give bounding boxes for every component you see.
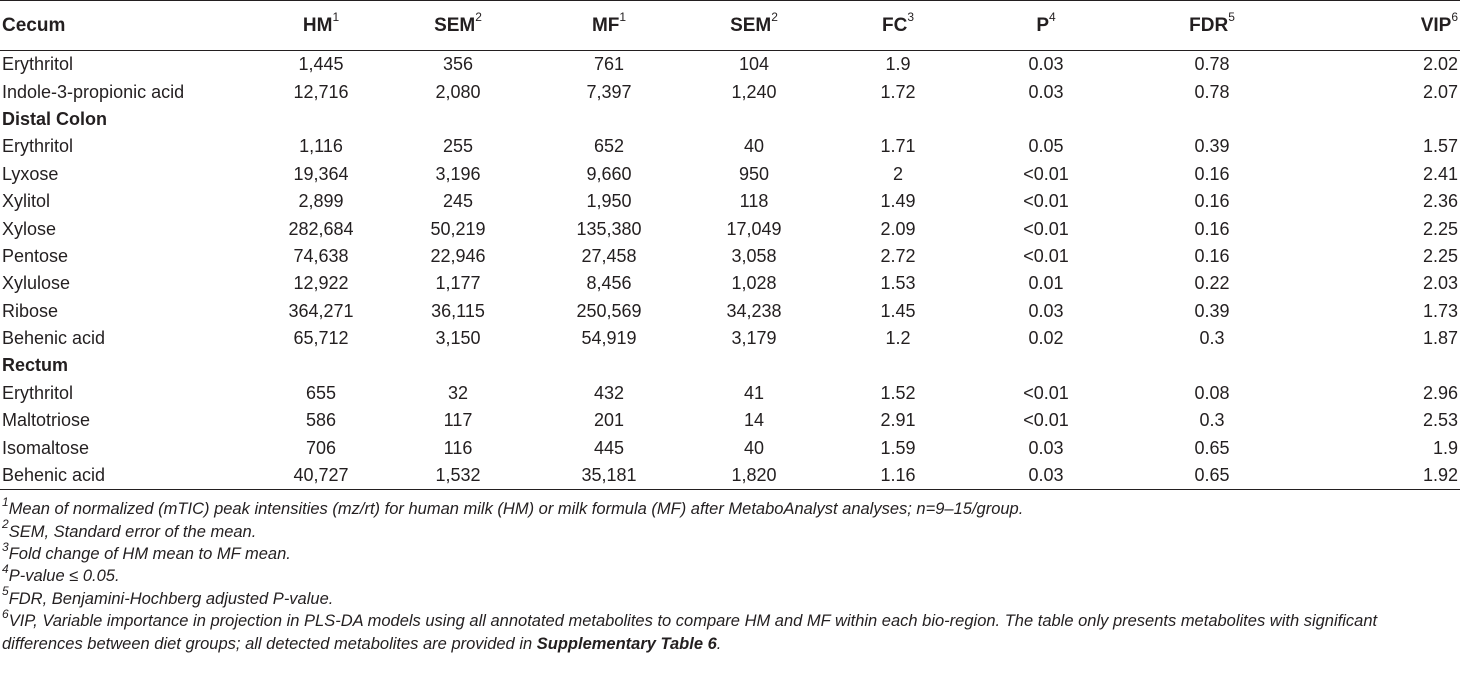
header-footnote-mark: 5 <box>1228 10 1235 25</box>
footnote-text: Mean of normalized (mTIC) peak intensities (mz/rt) for human milk (HM) or milk formula (MF) after MetaboAnalyst analyses; n=9–15/group. <box>8 500 1024 519</box>
cell-mf: 250,569 <box>576 300 642 321</box>
cell-fdr: 0.3 <box>1199 410 1225 431</box>
footnotes <box>0 490 1460 655</box>
section-title: Distal Colon <box>2 108 108 129</box>
cell-hm: 2,899 <box>298 191 344 212</box>
cell-hm: 40,727 <box>260 462 382 490</box>
footnote <box>2 494 1458 520</box>
cell-region: Behenic acid <box>2 328 106 349</box>
table-row <box>0 462 1460 490</box>
footnote <box>2 539 1458 565</box>
cell-region: Behenic acid <box>0 462 260 490</box>
header-footnote-mark: 4 <box>1049 10 1056 25</box>
cell-fc: 2 <box>892 163 903 184</box>
cell-p: 0.03 <box>972 462 1120 490</box>
cell-fdr: 0.39 <box>1194 136 1230 157</box>
header-vip <box>1304 1 1460 51</box>
cell-mf: 8,456 <box>586 273 632 294</box>
cell-hm: 282,684 <box>288 218 354 239</box>
cell-p: 0.03 <box>1028 300 1064 321</box>
cell-p: <0.01 <box>1023 163 1069 184</box>
cell-mf: 652 <box>593 136 625 157</box>
header-label: HM <box>302 14 333 36</box>
cell-p: 0.03 <box>1028 81 1064 102</box>
section-title: Rectum <box>2 355 69 376</box>
cell-p: <0.01 <box>1023 245 1069 266</box>
supplementary-table-reference: Supplementary Table 6 <box>536 634 717 653</box>
table-row <box>0 78 1460 105</box>
cell-mf: 7,397 <box>586 81 632 102</box>
cell-fdr: 0.78 <box>1194 81 1230 102</box>
cell-sem-hm: 117 <box>443 410 473 431</box>
header-label: FC <box>881 14 908 36</box>
header-sem-mf <box>684 1 824 51</box>
cell-region: Indole-3-propionic acid <box>2 81 185 102</box>
cell-vip: 1.9 <box>1432 437 1458 458</box>
cell-region: Maltotriose <box>2 410 91 431</box>
cell-sem-hm: 245 <box>442 191 474 212</box>
footnote-mark: 1 <box>2 494 9 509</box>
footnote <box>2 584 1458 610</box>
cell-region: Lyxose <box>2 163 59 184</box>
cell-fdr: 0.3 <box>1199 328 1225 349</box>
cell-fc: 1.9 <box>885 54 911 75</box>
header-label: MF <box>591 14 620 36</box>
cell-region: Xylitol <box>2 191 51 212</box>
cell-region: Erythritol <box>2 54 74 75</box>
footnote-mark: 2 <box>2 517 9 532</box>
cell-fdr: 0.39 <box>1194 300 1230 321</box>
cell-region: Ribose <box>2 300 59 321</box>
cell-p: 0.03 <box>1028 54 1064 75</box>
cell-hm: 74,638 <box>293 245 349 266</box>
cell-vip: 2.02 <box>1422 54 1458 75</box>
footnote <box>2 517 1458 543</box>
cell-vip: 2.36 <box>1422 191 1458 212</box>
cell-vip: 1.92 <box>1304 462 1460 490</box>
cell-region: Xylulose <box>2 273 71 294</box>
footnote <box>2 606 1458 655</box>
section-header-row <box>0 352 1460 379</box>
cell-vip: 2.07 <box>1422 81 1458 102</box>
header-sem-hm <box>382 1 534 51</box>
cell-fdr: 0.08 <box>1194 382 1230 403</box>
header-region <box>0 1 260 51</box>
cell-p: 0.01 <box>1028 273 1064 294</box>
table-row <box>0 51 1460 79</box>
cell-mf: 445 <box>593 437 625 458</box>
cell-hm: 1,445 <box>298 54 344 75</box>
cell-sem-mf: 1,028 <box>731 273 777 294</box>
header-label: P <box>1036 14 1049 36</box>
cell-vip: 2.25 <box>1422 218 1458 239</box>
cell-fdr: 0.16 <box>1194 218 1230 239</box>
cell-vip: 2.41 <box>1422 163 1458 184</box>
cell-sem-hm: 3,150 <box>435 328 481 349</box>
cell-mf: 35,181 <box>534 462 684 490</box>
header-mf <box>534 1 684 51</box>
table-row <box>0 161 1460 188</box>
cell-fdr: 0.16 <box>1194 191 1230 212</box>
table-row <box>0 188 1460 215</box>
cell-vip: 2.25 <box>1422 245 1458 266</box>
footnote-tail: . <box>716 634 722 653</box>
cell-region: Pentose <box>2 245 69 266</box>
cell-p: <0.01 <box>1023 191 1069 212</box>
footnote-text: VIP, Variable importance in projection in PLS-DA models using all annotated metabolites to compare HM and MF within each bio-region. The table only presents metabolites with significant differences between diet groups; all detected metabolites are provided in <box>2 612 1378 653</box>
cell-mf: 135,380 <box>576 218 642 239</box>
header-label: Cecum <box>2 14 66 36</box>
cell-fc: 1.2 <box>885 328 911 349</box>
header-fdr <box>1120 1 1304 51</box>
table-row <box>0 325 1460 352</box>
header-footnote-mark: 3 <box>907 10 914 25</box>
cell-region: Erythritol <box>2 136 74 157</box>
cell-sem-mf: 17,049 <box>726 218 782 239</box>
cell-sem-mf: 41 <box>743 382 765 403</box>
cell-sem-hm: 255 <box>442 136 474 157</box>
header-row <box>0 1 1460 51</box>
cell-sem-mf: 34,238 <box>726 300 782 321</box>
cell-vip: 1.73 <box>1422 300 1458 321</box>
table-row <box>0 298 1460 325</box>
header-fc <box>824 1 972 51</box>
cell-mf: 1,950 <box>586 191 632 212</box>
cell-vip: 1.57 <box>1422 136 1458 157</box>
header-footnote-mark: 6 <box>1451 10 1458 25</box>
cell-fdr: 0.22 <box>1194 273 1230 294</box>
footnote-mark: 6 <box>2 606 9 621</box>
header-label: VIP <box>1420 14 1452 36</box>
cell-sem-hm: 2,080 <box>435 81 481 102</box>
cell-fdr: 0.65 <box>1120 462 1304 490</box>
cell-sem-mf: 40 <box>743 437 765 458</box>
header-footnote-mark: 1 <box>619 10 627 25</box>
section-header-row <box>0 106 1460 133</box>
cell-fc: 1.45 <box>880 300 916 321</box>
footnote-text: SEM, Standard error of the mean. <box>8 522 257 541</box>
cell-sem-hm: 36,115 <box>431 300 485 321</box>
cell-sem-mf: 3,179 <box>731 328 777 349</box>
header-label: SEM <box>434 14 476 36</box>
cell-fc: 1.16 <box>824 462 972 490</box>
cell-sem-mf: 3,058 <box>731 245 777 266</box>
cell-sem-mf: 14 <box>743 410 765 431</box>
footnote-mark: 5 <box>2 584 9 599</box>
cell-region: Xylose <box>2 218 57 239</box>
cell-hm: 706 <box>305 437 337 458</box>
cell-hm: 655 <box>305 382 337 403</box>
cell-fc: 2.72 <box>880 245 916 266</box>
cell-fdr: 0.16 <box>1194 163 1230 184</box>
table-row <box>0 215 1460 242</box>
cell-p: <0.01 <box>1023 218 1069 239</box>
cell-hm: 19,364 <box>293 163 349 184</box>
cell-fdr: 0.65 <box>1194 437 1230 458</box>
header-p <box>972 1 1120 51</box>
cell-fc: 1.72 <box>880 81 916 102</box>
footnote-text: P-value ≤ 0.05. <box>8 567 120 586</box>
cell-sem-mf: 118 <box>739 191 769 212</box>
cell-hm: 1,116 <box>299 136 343 157</box>
cell-fdr: 0.78 <box>1194 54 1230 75</box>
table-row <box>0 270 1460 297</box>
footnote-text: Fold change of HM mean to MF mean. <box>8 545 291 564</box>
cell-sem-mf: 1,820 <box>684 462 824 490</box>
cell-vip: 2.03 <box>1422 273 1458 294</box>
cell-sem-hm: 3,196 <box>435 163 481 184</box>
cell-sem-hm: 22,946 <box>430 245 486 266</box>
cell-sem-hm: 356 <box>442 54 474 75</box>
cell-sem-hm: 50,219 <box>430 218 486 239</box>
cell-hm: 65,712 <box>293 328 349 349</box>
cell-hm: 12,922 <box>293 273 349 294</box>
table-row <box>0 133 1460 160</box>
cell-hm: 586 <box>305 410 337 431</box>
table-row <box>0 380 1460 407</box>
cell-fc: 2.09 <box>880 218 916 239</box>
header-hm <box>260 1 382 51</box>
cell-vip: 2.96 <box>1422 382 1458 403</box>
cell-sem-hm: 1,177 <box>435 273 481 294</box>
cell-region: Erythritol <box>2 382 74 403</box>
cell-vip: 1.87 <box>1422 328 1458 349</box>
cell-p: 0.03 <box>1028 437 1064 458</box>
cell-vip: 2.53 <box>1422 410 1458 431</box>
cell-sem-hm: 32 <box>447 382 469 403</box>
header-label: SEM <box>730 14 772 36</box>
table-row <box>0 434 1460 461</box>
cell-fc: 1.53 <box>880 273 916 294</box>
footnote-mark: 4 <box>2 561 9 576</box>
cell-p: <0.01 <box>1023 382 1069 403</box>
cell-hm: 364,271 <box>288 300 354 321</box>
footnote-mark: 3 <box>2 539 9 554</box>
header-footnote-mark: 2 <box>475 10 482 25</box>
cell-hm: 12,716 <box>293 81 349 102</box>
cell-sem-mf: 104 <box>738 54 770 75</box>
cell-mf: 9,660 <box>586 163 632 184</box>
header-label: FDR <box>1189 14 1229 36</box>
cell-p: 0.05 <box>1028 136 1064 157</box>
cell-fc: 1.59 <box>880 437 916 458</box>
header-footnote-mark: 1 <box>332 10 340 25</box>
footnote <box>2 561 1458 587</box>
table-row <box>0 243 1460 270</box>
cell-p: 0.02 <box>1028 328 1064 349</box>
cell-mf: 54,919 <box>581 328 637 349</box>
cell-mf: 201 <box>593 410 625 431</box>
cell-sem-hm: 1,532 <box>382 462 534 490</box>
footnote-text: FDR, Benjamini-Hochberg adjusted P-value. <box>8 589 334 608</box>
cell-fc: 1.49 <box>880 191 916 212</box>
cell-sem-hm: 116 <box>443 437 473 458</box>
cell-mf: 432 <box>593 382 625 403</box>
cell-fc: 1.71 <box>880 136 916 157</box>
header-footnote-mark: 2 <box>771 10 778 25</box>
table-body <box>0 51 1460 490</box>
cell-sem-mf: 1,240 <box>731 81 777 102</box>
cell-sem-mf: 950 <box>738 163 770 184</box>
cell-region: Isomaltose <box>2 437 90 458</box>
cell-fc: 2.91 <box>880 410 916 431</box>
cell-fc: 1.52 <box>880 382 916 403</box>
cell-mf: 27,458 <box>581 245 637 266</box>
table-row <box>0 407 1460 434</box>
table-header <box>0 1 1460 51</box>
cell-mf: 761 <box>593 54 625 75</box>
cell-sem-mf: 40 <box>743 136 765 157</box>
cell-fdr: 0.16 <box>1194 245 1230 266</box>
cell-p: <0.01 <box>1023 410 1069 431</box>
